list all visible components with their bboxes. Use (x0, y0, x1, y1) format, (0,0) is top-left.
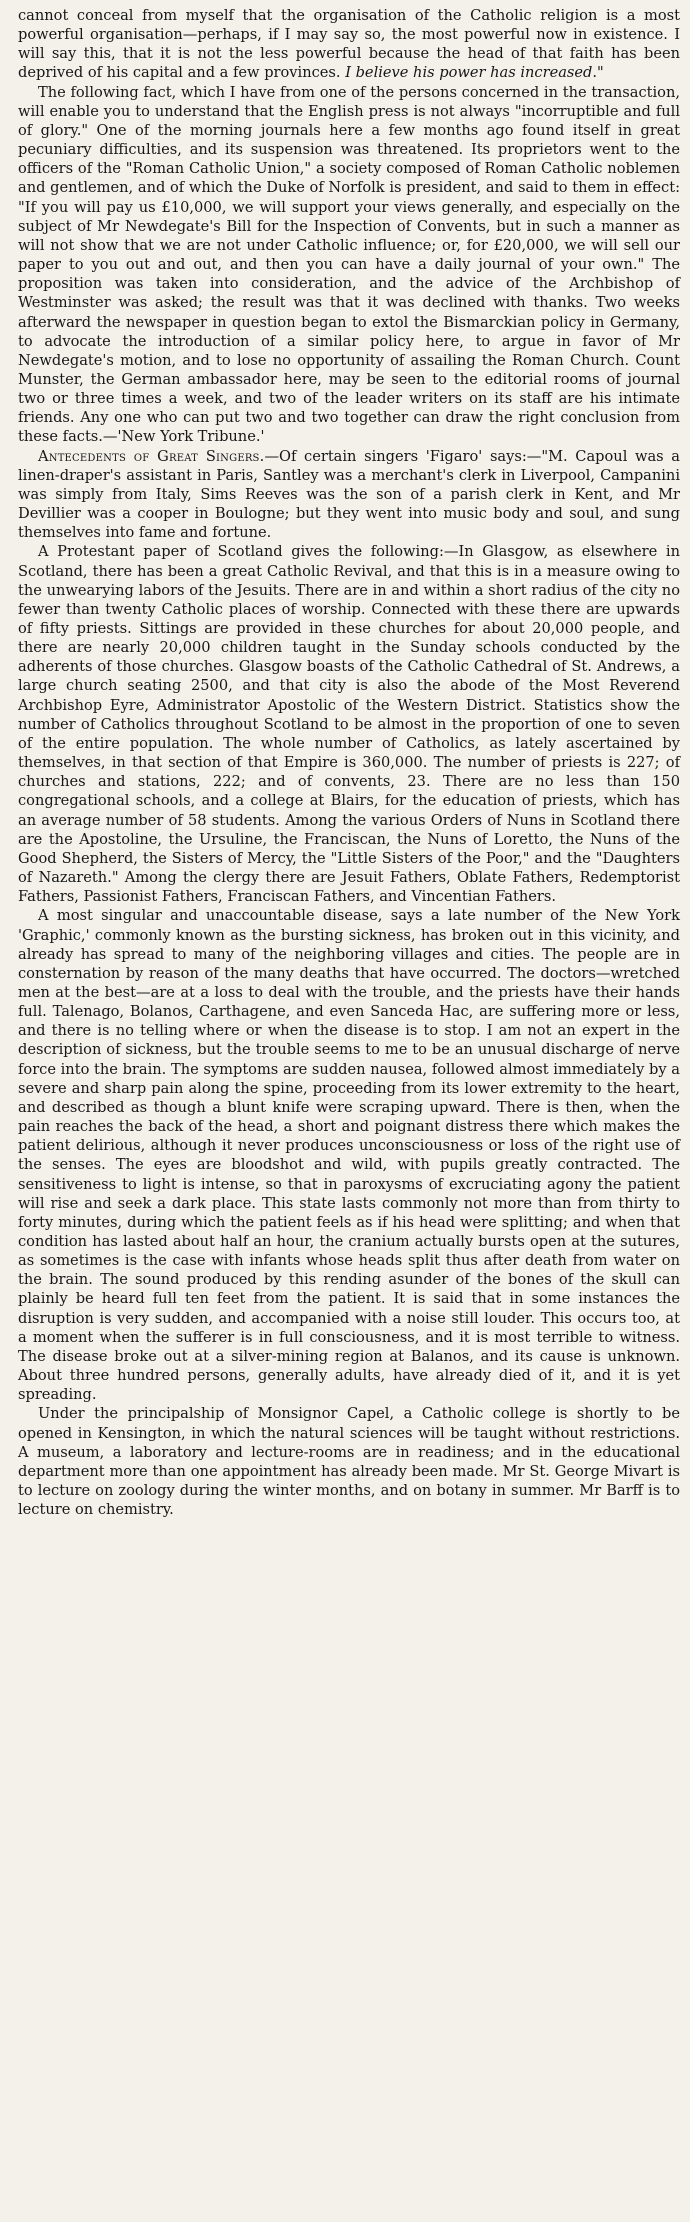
paragraph-continuation (18, 6, 680, 83)
paragraph-great-singers (18, 447, 680, 543)
paragraph-text: —Of certain singers 'Figaro' says:—"M. Capoul was a linen-draper's assistant in Paris, Santley was a merchant's clerk in Liverpool, Campanini was simply from Italy, Sims Reeves was the son of a parish clerk in Kent, and Mr Devillier was a cooper in Boulogne; but they went into music body and soul, and sung themselves into fame and fortune. (18, 447, 680, 542)
paragraph-press-union: The following fact, which I have from one of the persons concerned in the transaction, will enable you to understand that the English press is not always "incorruptible and full of glory." One of the morning journals here a few months ago found itself in great pecuniary difficulties, and its suspension was threatened. Its proprietors went to the officers of the "Roman Catholic Union," a society composed of Roman Catholic noblemen and gentlemen, and of which the Duke of Norfolk is president, and said to them in effect: "If you will pay us £10,000, we will support your views generally, and especially on the subject of Mr Newdegate's Bill for the Inspection of Convents, but in such a manner as will not show that we are not under Catholic influence; or, for £20,000, we will sell our paper to you out and out, and then you can have a daily journal of your own." The proposition was taken into consideration, and the advice of the Archbishop of Westminster was asked; the result was that it was declined with thanks. Two weeks afterward the newspaper in question began to extol the Bismarckian policy in Germany, to advocate the introduction of a similar policy here, to argue in favor of Mr Newdegate's motion, and to lose no opportunity of assailing the Roman Church. Count Munster, the German ambassador here, may be seen to the editorial rooms of journal two or three times a week, and two of the leader writers on its staff are his intimate friends. Any one who can put two and two together can draw the right conclusion from these facts.—'New York Tribune.' (18, 83, 680, 446)
italic-quote: I believe his power has increased (345, 64, 593, 82)
paragraph-text: cannot conceal from myself that the organisation of the Catholic religion is a most powerful organisation—perhaps, if I may say so, the most powerful now in existence. I will say this, that it is not the less powerful because the head of that faith has been deprived of his capital and a few provinces. (18, 7, 680, 82)
paragraph-catholic-college: Under the principalship of Monsignor Capel, a Catholic college is shortly to be opened in Kensington, in which the natural sciences will be taught without restrictions. A museum, a laboratory and lecture-rooms are in readiness; and in the educational department more than one appointment has already been made. Mr St. George Mivart is to lecture on zoology during the winter months, and on botany in summer. Mr Barff is to lecture on chemistry. (18, 1405, 680, 1519)
paragraph-text-end: ." (592, 64, 604, 82)
section-heading: Antecedents of Great Singers. (38, 447, 265, 465)
paragraph-scotland-catholics: A Protestant paper of Scotland gives the following:—In Glasgow, as elsewhere in Scotland, there has been a great Catholic Revival, and that this is in a measure owing to the unwearying labors of the Jesuits. There are in and within a short radius of the city no fewer than twenty Catholic places of worship. Connected with these there are upwards of fifty priests. Sittings are provided in these churches for about 20,000 people, and there are nearly 20,000 children taught in the Sunday schools conducted by the adherents of those churches. Glasgow boasts of the Catholic Cathedral of St. Andrews, a large church seating 2500, and that city is also the abode of the Most Reverend Archbishop Eyre, Administrator Apostolic of the Western District. Statistics show the number of Catholics throughout Scotland to be almost in the proportion of one to seven of the entire population. The whole number of Catholics, as lately ascertained by themselves, in that section of that Empire is 360,000. The number of priests is 227; of churches and stations, 222; and of convents, 23. There are no less than 150 congregational schools, and a college at Blairs, for the education of priests, which has an average number of 58 students. Among the various Orders of Nuns in Scotland there are the Apostoline, the Ursuline, the Franciscan, the Nuns of Loretto, the Nuns of the Good Shepherd, the Sisters of Mercy, the "Little Sisters of the Poor," and the "Daughters of Nazareth." Among the clergy there are Jesuit Fathers, Oblate Fathers, Redemptorist Fathers, Passionist Fathers, Franciscan Fathers, and Vincentian Fathers. (18, 543, 680, 906)
paragraph-bursting-sickness: A most singular and unaccountable disease, says a late number of the New York 'Graphic,' commonly known as the bursting sickness, has broken out in this vicinity, and already has spread to many of the neighboring villages and cities. The people are in consternation by reason of the many deaths that have occurred. The doctors—wretched men at the best—are at a loss to deal with the trouble, and the priests have their hands full. Talenago, Bolanos, Carthagene, and even Sanceda Hac, are suffering more or less, and there is no telling where or when the disease is to stop. I am not an expert in the description of sickness, but the trouble seems to me to be an unusual discharge of nerve force into the brain. The symptoms are sudden nausea, followed almost immediately by a severe and sharp pain along the spine, proceeding from its lower extremity to the heart, and described as though a blunt knife were scraping upward. There is then, when the pain reaches the back of the head, a short and poignant distress there which makes the patient delirious, although it never produces unconsciousness or loss of the right use of the senses. The eyes are bloodshot and wild, with pupils greatly contracted. The sensitiveness to light is intense, so that in paroxysms of excruciating agony the patient will rise and seek a dark place. This state lasts commonly not more than from thirty to forty minutes, during which the patient feels as if his head were splitting; and when that condition has lasted about half an hour, the cranium actually bursts open at the sutures, as sometimes is the case with infants whose heads split thus after death from water on the brain. The sound produced by this rending asunder of the bones of the skull can plainly be heard full ten feet from the patient. It is said that in some instances the disruption is very sudden, and accompanied with a noise still louder. This occurs too, at a moment when the sufferer is in full consciousness, and it is most terrible to witness. The disease broke out at a silver-mining region at Balanos, and its cause is unknown. About three hundred persons, generally adults, have already died of it, and it is yet spreading. (18, 907, 680, 1404)
